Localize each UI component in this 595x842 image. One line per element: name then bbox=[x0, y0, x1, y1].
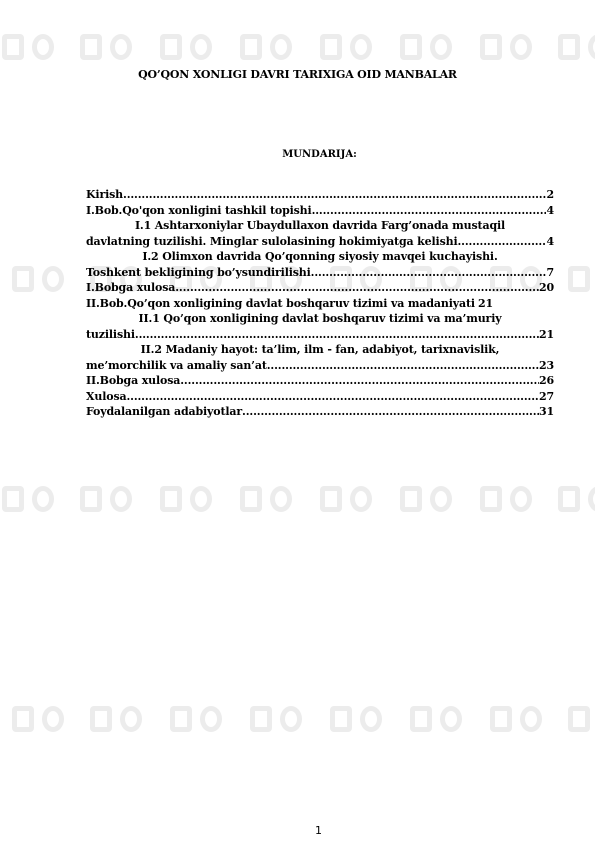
toc-entry-label-line2: davlatning tuzilishi. Minglar sulolasining hokimiyatga kelishi bbox=[86, 234, 458, 248]
toc-entry-chapter-1-conclusion[interactable] bbox=[86, 280, 554, 296]
toc-entry-label: II.Bobga xulosa bbox=[86, 374, 181, 387]
dot-leader bbox=[457, 234, 546, 250]
watermark-logo bbox=[398, 480, 462, 520]
watermark-logo bbox=[78, 480, 142, 520]
toc-page-number: 21 bbox=[477, 296, 493, 310]
dot-leader bbox=[175, 280, 539, 296]
toc-page-number: 20 bbox=[538, 281, 554, 294]
toc-page-number: 21 bbox=[538, 327, 554, 341]
dot-leader bbox=[242, 404, 539, 420]
watermark-logo bbox=[88, 700, 152, 740]
toc-entry-chapter-2-conclusion[interactable] bbox=[86, 373, 554, 389]
watermark-logo bbox=[318, 480, 382, 520]
document-title: QO’QON XONLIGI DAVRI TARIXIGA OID MANBALAR bbox=[138, 68, 457, 81]
watermark-logo bbox=[0, 480, 64, 520]
watermark-logo bbox=[238, 28, 302, 68]
toc-entry-label-line1: II.2 Madaniy hayot: ta’lim, ilm - fan, adabiyot, tarixnavislik, bbox=[140, 343, 500, 356]
page-number: 1 bbox=[315, 824, 322, 837]
watermark-logo bbox=[566, 700, 595, 740]
watermark-logo bbox=[10, 260, 74, 300]
toc-entry-label: Xulosa bbox=[86, 389, 127, 403]
toc-entry-label: Kirish bbox=[86, 188, 124, 201]
watermark-logo bbox=[566, 260, 595, 300]
watermark-logo bbox=[158, 480, 222, 520]
toc-entry-xulosa[interactable] bbox=[86, 389, 554, 405]
toc-entry-section-1-2[interactable] bbox=[86, 249, 554, 280]
toc-entry-chapter-1[interactable] bbox=[86, 203, 554, 219]
toc-entry-chapter-2[interactable] bbox=[86, 296, 554, 312]
toc-page-number: 7 bbox=[546, 265, 554, 279]
watermark-logo bbox=[556, 28, 595, 68]
toc-entry-label-line2: me’morchilik va amaliy san’at bbox=[86, 358, 267, 372]
toc-page-number: 31 bbox=[538, 405, 554, 418]
toc-entry-label: I.Bob.Qo'qon xonligini tashkil topishi bbox=[86, 203, 312, 217]
toc-entry-label: I.Bobga xulosa bbox=[86, 281, 176, 294]
watermark-logo bbox=[158, 28, 222, 68]
watermark-logo bbox=[78, 28, 142, 68]
toc-entry-section-1-1[interactable] bbox=[86, 218, 554, 249]
watermark-logo bbox=[408, 700, 472, 740]
watermark-logo bbox=[488, 700, 552, 740]
watermark-logo bbox=[478, 480, 542, 520]
dot-leader bbox=[312, 203, 547, 219]
watermark-logo bbox=[248, 700, 312, 740]
toc-entry-kirish[interactable] bbox=[86, 187, 554, 203]
toc-entry-label: Foydalanilgan adabiyotlar bbox=[86, 405, 243, 418]
watermark-logo bbox=[398, 28, 462, 68]
toc-page-number: 23 bbox=[538, 358, 554, 372]
toc-entry-section-2-1[interactable] bbox=[86, 311, 554, 342]
toc-page-number: 2 bbox=[546, 188, 554, 201]
dot-leader bbox=[123, 187, 546, 203]
toc-page-number: 26 bbox=[538, 374, 554, 387]
toc-page-number: 4 bbox=[546, 203, 554, 217]
toc-entry-label-line1: I.1 Ashtarxoniylar Ubaydullaxon davrida Farg’onada mustaqil bbox=[134, 219, 506, 232]
dot-leader bbox=[126, 389, 539, 405]
watermark-logo bbox=[168, 700, 232, 740]
toc-entry-label-line1: II.1 Qo’qon xonligining davlat boshqaruv tizimi va ma’muriy bbox=[138, 312, 502, 325]
table-of-contents bbox=[86, 187, 554, 420]
watermark-logo bbox=[478, 28, 542, 68]
toc-page-number: 4 bbox=[546, 234, 554, 248]
watermark-logo bbox=[328, 700, 392, 740]
watermark-logo bbox=[238, 480, 302, 520]
dot-leader bbox=[135, 327, 539, 343]
toc-heading: MUNDARIJA: bbox=[282, 149, 357, 160]
dot-leader bbox=[267, 358, 539, 374]
toc-entry-references[interactable] bbox=[86, 404, 554, 420]
toc-entry-label-line2: tuzilishi bbox=[86, 327, 135, 341]
dot-leader bbox=[314, 265, 546, 281]
watermark-logo bbox=[0, 28, 64, 68]
toc-page-number: 27 bbox=[538, 389, 554, 403]
toc-entry-label-line2: Toshkent bekligining bo’ysundirilishi. bbox=[86, 265, 315, 279]
watermark-logo bbox=[10, 700, 74, 740]
toc-entry-label: II.Bob.Qo’qon xonligining davlat boshqaruv tizimi va madaniyati bbox=[86, 296, 475, 310]
watermark-logo bbox=[318, 28, 382, 68]
dot-leader bbox=[180, 373, 539, 389]
toc-entry-section-2-2[interactable] bbox=[86, 342, 554, 373]
toc-entry-label-line1: I.2 Olimxon davrida Qo’qonning siyosiy mavqei kuchayishi. bbox=[142, 250, 498, 263]
watermark-logo bbox=[556, 480, 595, 520]
